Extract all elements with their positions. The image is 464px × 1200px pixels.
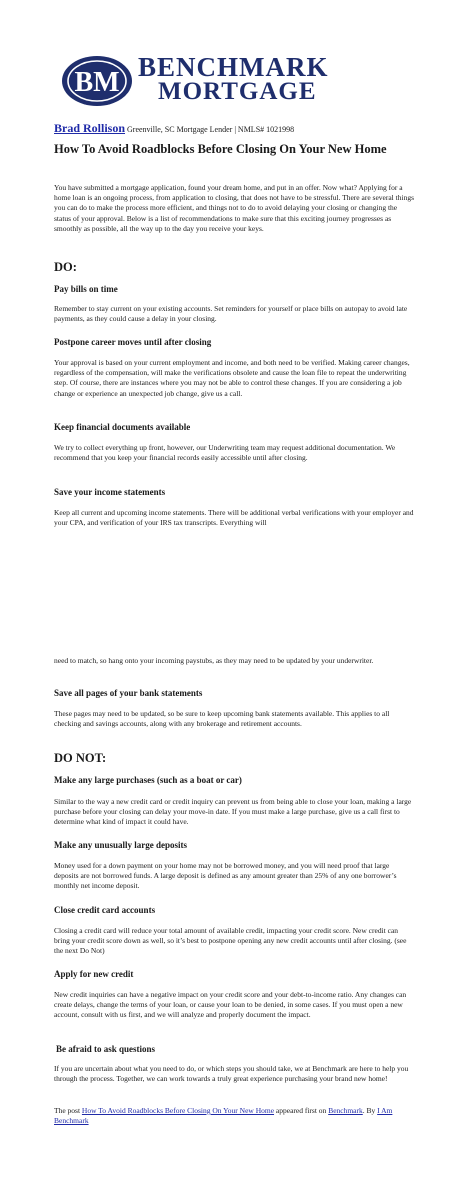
do-item-title: Save your income statements — [54, 487, 166, 497]
svg-text:BM: BM — [74, 67, 120, 98]
bm-emblem-icon — [60, 54, 134, 108]
do-item-text: Remember to stay current on your existing accounts. Set reminders for yourself or place bills on autopay to avoid late payments, as they could cause a delay in your closing. — [54, 304, 408, 324]
do-item-text: Your approval is based on your current employment and income, and both need to be verified. Making career changes, regardless of the compensation, will make the verifications obsolete and cause the loan file to repeat the underwriting step. Of course, there are instances where you may not be able to control these changes. If you are considering a job change or experience an unexpected job change, give us a call. — [54, 358, 410, 398]
dont-item-text: Closing a credit card will reduce your total amount of available credit, impacting your credit score. New credit can bring your credit score down as well, so it’s best to postpone opening any new credit accounts until after closing. (see the next Do Not) — [54, 926, 407, 956]
dont-item-text: Money used for a down payment on your home may not be borrowed money, and you will need proof that large deposits are not borrowed funds. A large deposit is defined as any amount greater than 25% of any one borrower’s monthly net income deposit. — [54, 861, 397, 891]
dont-item-title: Be afraid to ask questions — [56, 1044, 156, 1054]
dont-item-text: New credit inquiries can have a negative impact on your credit score and your debt-to-income ratio. Any changes can create delays, change the terms of your loan, or cause your loan to be denied, in some cases. If you must open a new account, consult with us first, and we will analyze and properly document the impact. — [54, 990, 407, 1020]
do-heading: DO: — [54, 260, 77, 274]
do-item-title: Keep financial documents available — [54, 422, 191, 432]
dont-item-title: Make any unusually large deposits — [54, 840, 188, 850]
dont-item-title: Close credit card accounts — [54, 905, 156, 915]
author-link[interactable]: Brad Rollison — [54, 121, 126, 135]
do-item-title: Pay bills on time — [54, 284, 118, 294]
do-item-text: We try to collect everything up front, however, our Underwriting team may request additional documentation. We recommend that you keep your financial records easily accessible until after closing. — [54, 443, 396, 463]
do-item-text: Keep all current and upcoming income statements. There will be additional verbal verifications with your employer and your CPA, and verification of your IRS tax transcripts. Everything will — [54, 508, 414, 528]
brand-line-2: MORTGAGE — [158, 78, 317, 105]
dont-item-text: If you are uncertain about what you need to do, or which steps you should take, we at Benchmark are here to help you through the process. Together, we can work towards a truly great experience purchasing your brand new home! — [54, 1064, 409, 1084]
dont-heading: DO NOT: — [54, 751, 107, 765]
byline — [54, 122, 444, 136]
do-item-text-continued: need to match, so hang onto your incoming paystubs, as they may need to be updated by your underwriter. — [54, 656, 374, 665]
footer-attribution — [54, 1106, 414, 1126]
do-item-title: Save all pages of your bank statements — [54, 688, 203, 698]
do-item-title: Postpone career moves until after closing — [54, 337, 212, 347]
author-footer-link[interactable]: I Am Benchmark — [54, 1106, 393, 1126]
benchmark-logo — [60, 54, 400, 108]
brand-line-1: BENCHMARK — [138, 52, 329, 82]
site-link[interactable]: Benchmark — [328, 1106, 363, 1115]
intro-paragraph: You have submitted a mortgage application, found your dream home, and put in an offer. Now what? Applying for a home loan is an ongoing process, from application to closing, that does not have to be stressful. There are several things you can do to make the process more efficient, and things not to do to avoid delaying your closing or changing the status of your approval. Below is a list of recommendations to make sure that this exciting journey progresses as smoothly as possible, all the way up to the day you receive your keys. — [54, 183, 414, 233]
post-link[interactable]: How To Avoid Roadblocks Before Closing On Your New Home — [81, 1106, 275, 1115]
do-item-text: These pages may need to be updated, so be sure to keep upcoming bank statements available. This applies to all checking and savings accounts, along with any brokerage and retirement accounts. — [54, 709, 390, 729]
dont-item-title: Apply for new credit — [54, 969, 134, 979]
dont-item-text: Similar to the way a new credit card or credit inquiry can prevent us from being able to close your loan, making a large purchase before your closing can delay your move-in date. If you must make a large purchase, give us a call first to determine what kind of impact it could have. — [54, 797, 412, 827]
footer-by: . By — [362, 1106, 378, 1115]
article-title: How To Avoid Roadblocks Before Closing On Your New Home — [54, 142, 387, 156]
footer-prefix: The post — [54, 1106, 82, 1115]
footer-middle: appeared first on — [274, 1106, 329, 1115]
byline-details: Greenville, SC Mortgage Lender | NMLS# 1021998 — [127, 125, 295, 134]
dont-item-title: Make any large purchases (such as a boat or car) — [54, 775, 242, 785]
